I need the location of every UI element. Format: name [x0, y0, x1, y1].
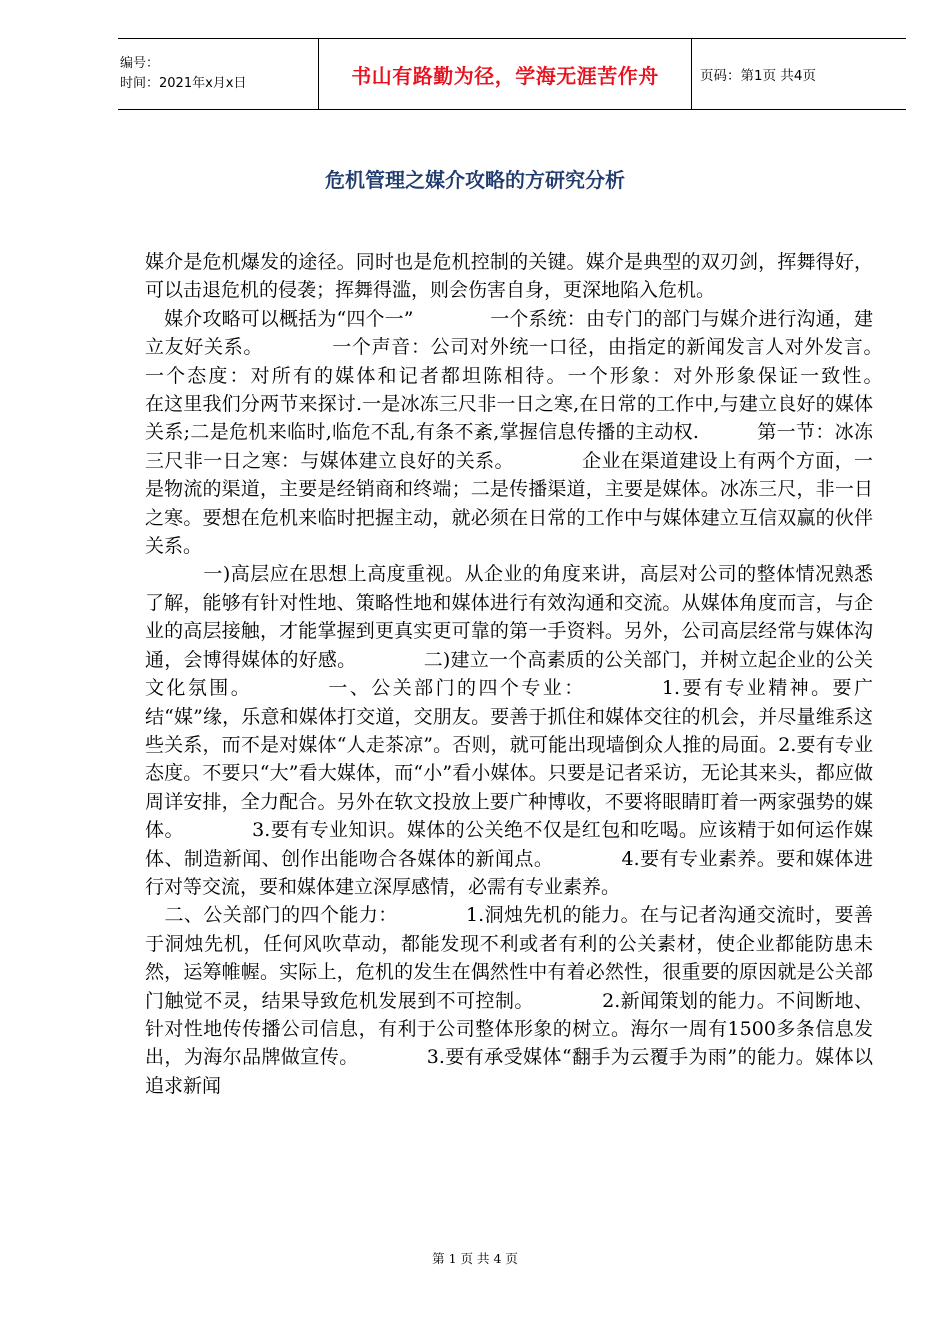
- paragraph: 媒介攻略可以概括为“四个一” 一个系统：由专门的部门与媒介进行沟通，建立友好关系。 一个声音：公司对外统一口径，由指定的新闻发言人对外发言。 一个态度：对所有的媒体和记者都坦陈相待。一个形象：对外形象保证一致性。 在这里我们分两节来探讨.一是冰冻三尺非一日之寒,在日常的工作中,与建立良好的媒体关系;二是危机来临时,临危不乱,有条不紊,掌握信息传播的主动权. 第一节：冰冻三尺非一日之寒：与媒体建立良好的关系。 企业在渠道建设上有两个方面，一是物流的渠道，主要是经销商和终端；二是传播渠道，主要是媒体。冰冻三尺，非一日之寒。要想在危机来临时把握主动，就必须在日常的工作中与媒体建立互信双赢的伙伴关系。: [145, 307, 950, 558]
- document-number-label: 编号：: [120, 56, 160, 71]
- document-title: 危机管理之媒介攻略的方研究分析: [325, 168, 625, 192]
- document-body: [145, 248, 950, 1100]
- paragraph: 一)高层应在思想上高度重视。从企业的角度来讲，高层对公司的整体情况熟悉了解，能够有针对性地、策略性地和媒体进行有效沟通和交流。从媒体角度而言，与企业的高层接触，才能掌握到更真实更可靠的第一手资料。另外，公司高层经常与媒体沟通，会博得媒体的好感。 二)建立一个高素质的公关部门，并树立起企业的公关文化氛围。 一、公关部门的四个专业： 1.要有专业精神。要广结“媒”缘，乐意和媒体打交道，交朋友。要善于抓住和媒体交往的机会，并尽量维系这些关系，而不是对媒体“人走茶凉”。否则，就可能出现墙倒众人推的局面。2.要有专业态度。不要只“大”看大媒体，而“小”看小媒体。只要是记者采访，无论其来头，都应做周详安排，全力配合。另外在软文投放上要广种博收，不要将眼睛盯着一两家强势的媒体。 3.要有专业知识。媒体的公关绝不仅是红包和吃喝。应该精于如何运作媒体、制造新闻、创作出能吻合各媒体的新闻点。 4.要有专业素养。要和媒体进行对等交流，要和媒体建立深厚感情，必需有专业素养。: [145, 563, 873, 898]
- paragraph: 媒介是危机爆发的途径。同时也是危机控制的关键。媒介是典型的双刃剑，挥舞得好，可以击退危机的侵袭；挥舞得滥，则会伤害自身，更深地陷入危机。: [145, 251, 873, 302]
- page-header: [118, 38, 906, 110]
- page-footer: 第 1 页 共 4 页: [432, 1251, 518, 1266]
- header-motto: 书山有路勤为径，学海无涯苦作舟: [351, 63, 659, 88]
- header-page-info-cell: [692, 39, 906, 109]
- header-meta: [118, 39, 318, 109]
- paragraph: 二、公关部门的四个能力： 1.洞烛先机的能力。在与记者沟通交流时，要善于洞烛先机，任何风吹草动，都能发现不利或者有利的公关素材，使企业都能防患未然，运筹帷幄。实际上，危机的发生在偶然性中有着必然性，很重要的原因就是公关部门触觉不灵，结果导致危机发展到不可控制。 2.新闻策划的能力。不间断地、针对性地传传播公司信息，有利于公司整体形象的树立。海尔一周有1500多条信息发出，为海尔品牌做宣传。 3.要有承受媒体“翻手为云覆手为雨”的能力。媒体以追求新闻: [145, 904, 873, 1097]
- header-page-info: 页码：第1页 共4页: [700, 68, 816, 84]
- document-time-label: 时间：2021年x月x日: [120, 76, 247, 91]
- header-motto-cell: [318, 39, 692, 109]
